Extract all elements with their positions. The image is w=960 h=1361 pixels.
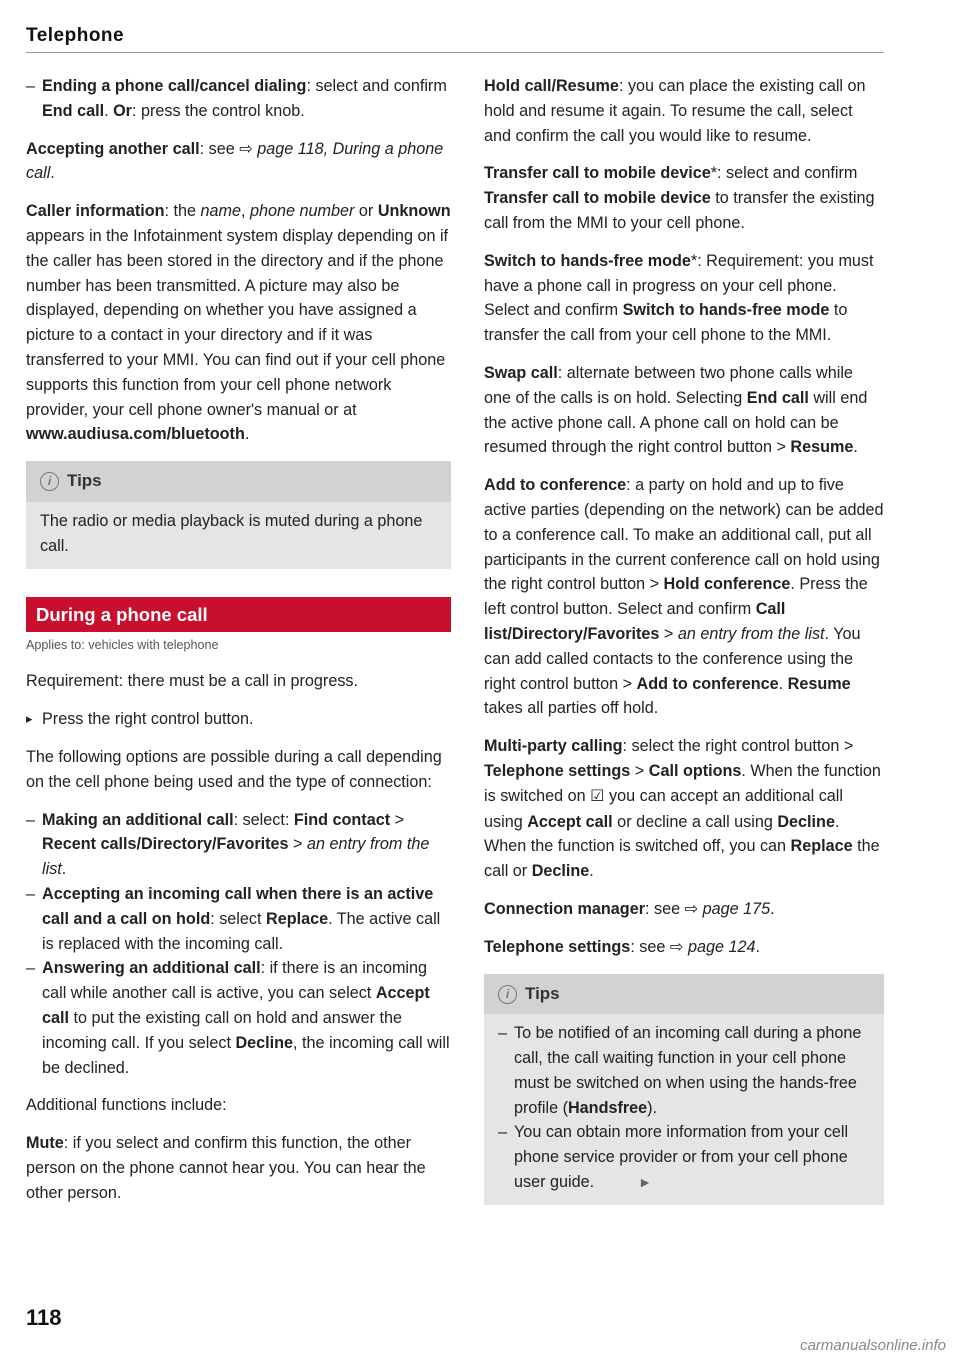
tips-box <box>484 974 884 1205</box>
checkbox-checked-icon: ☑ <box>590 787 605 805</box>
making-call-item: – Making an additional call: select: Find contact > Recent calls/Directory/Favorites > an entry from the list. <box>26 808 451 882</box>
transfer-call-paragraph: Transfer call to mobile device*: select and confirm Transfer call to mobile device to transfer the existing call from the MMI to your cell phone. <box>484 164 875 232</box>
add-conference-paragraph: Add to conference: a party on hold and up to five active parties (depending on the network) can be added to a conference call. To make an additional call, put all participants in the current conference call on hold using the right control button > Hold conference. Press the left control button. Select and confirm Call list/Directory/Favorites > an entry from the list. You can add called contacts to the conference using the right control button > Add to conference. Resume takes all parties off hold. <box>484 476 884 718</box>
swap-call-paragraph: Swap call: alternate between two phone calls while one of the calls is on hold. Selecting End call will end the active phone call. A phone call on hold can be resumed through the right control button > Resume. <box>484 363 868 457</box>
watermark: carmanualsonline.info <box>800 1337 946 1354</box>
telephone-settings-paragraph: Telephone settings: see ⇨ page 124. <box>484 937 760 956</box>
continue-arrow-icon: ► <box>638 1174 652 1191</box>
connection-manager-paragraph: Connection manager: see ⇨ page 175. <box>484 899 775 918</box>
mute-paragraph: Mute: if you select and confirm this function, the other person on the phone cannot hear you. You can hear the other person. <box>26 1134 426 1202</box>
tips-item: – You can obtain more information from your cell phone service provider or from your cell phone user guide. ► <box>498 1120 870 1194</box>
right-column <box>484 74 884 1217</box>
tips-item: – To be notified of an incoming call during a phone call, the call waiting function in your cell phone must be switched on when using the hands-free profile (Handsfree). <box>498 1021 870 1120</box>
left-column <box>26 74 451 1218</box>
additional-functions-text: Additional functions include: <box>26 1096 227 1115</box>
tips-box <box>26 461 451 568</box>
page-number: 118 <box>26 1305 62 1330</box>
info-icon: i <box>498 985 517 1004</box>
header-rule <box>26 52 884 53</box>
page-header-title: Telephone <box>26 25 125 46</box>
answering-call-item: – Answering an additional call: if there is an incoming call while another call is active, you can select Accept call to put the existing call on hold and answer the incoming call. If you select Decline, the incoming call will be declined. <box>26 956 451 1080</box>
hold-call-paragraph: Hold call/Resume: you can place the existing call on hold and resume it again. To resume the call, select and confirm the call you would like to resume. <box>484 77 866 145</box>
tips-header: i Tips <box>26 461 451 502</box>
accepting-incoming-item: – Accepting an incoming call when there is an active call and a call on hold: select Replace. The active call is replaced with the incoming call. <box>26 882 451 956</box>
tips-text: The radio or media playback is muted during a phone call. <box>40 511 423 555</box>
following-options-text: The following options are possible during a call depending on the cell phone being used and the type of connection: <box>26 747 442 791</box>
page-reference-link[interactable]: ⇨ page 175 <box>684 899 771 918</box>
info-icon: i <box>40 472 59 491</box>
applies-to-note: Applies to: vehicles with telephone <box>26 638 219 653</box>
page-reference-link[interactable]: ⇨ page 124 <box>669 937 756 956</box>
multi-party-paragraph: Multi-party calling: select the right control button > Telephone settings > Call options. When the function is switched on ☑ you can accept an additional call using Accept call or decline a call using Decline. When the function is switched off, you can Replace the call or Decline. <box>484 737 881 881</box>
section-heading: During a phone call <box>26 597 451 633</box>
caller-information-paragraph: Caller information: the name, phone number or Unknown appears in the Infotainment system display depending on if the caller has been stored in the directory and if the phone number has been transmitted. A picture may also be displayed, depending on whether you have assigned a picture to a contact in your directory and if it was transferred to your MMI. You can find out if your cell phone supports this function from your cell phone network provider, your cell phone owner's manual or at www.audiusa.com/bluetooth. <box>26 202 451 444</box>
page-reference-link[interactable]: ⇨ page 118, During a phone call <box>26 139 444 183</box>
website-link[interactable]: www.audiusa.com/bluetooth <box>26 425 245 444</box>
tips-header: i Tips <box>484 974 884 1015</box>
requirement-text: Requirement: there must be a call in progress. <box>26 672 359 691</box>
switch-handsfree-paragraph: Switch to hands-free mode*: Requirement: you must have a phone call in progress on your cell phone. Select and confirm Switch to hands-free mode to transfer the call from your cell phone to the MMI. <box>484 251 874 345</box>
step-item: ▸ Press the right control button. <box>26 707 451 732</box>
accepting-another-call-paragraph: Accepting another call: see ⇨ page 118, During a phone call. <box>26 139 444 183</box>
ending-call-item: – Ending a phone call/cancel dialing: select and confirm End call. Or: press the control knob. <box>26 74 451 124</box>
